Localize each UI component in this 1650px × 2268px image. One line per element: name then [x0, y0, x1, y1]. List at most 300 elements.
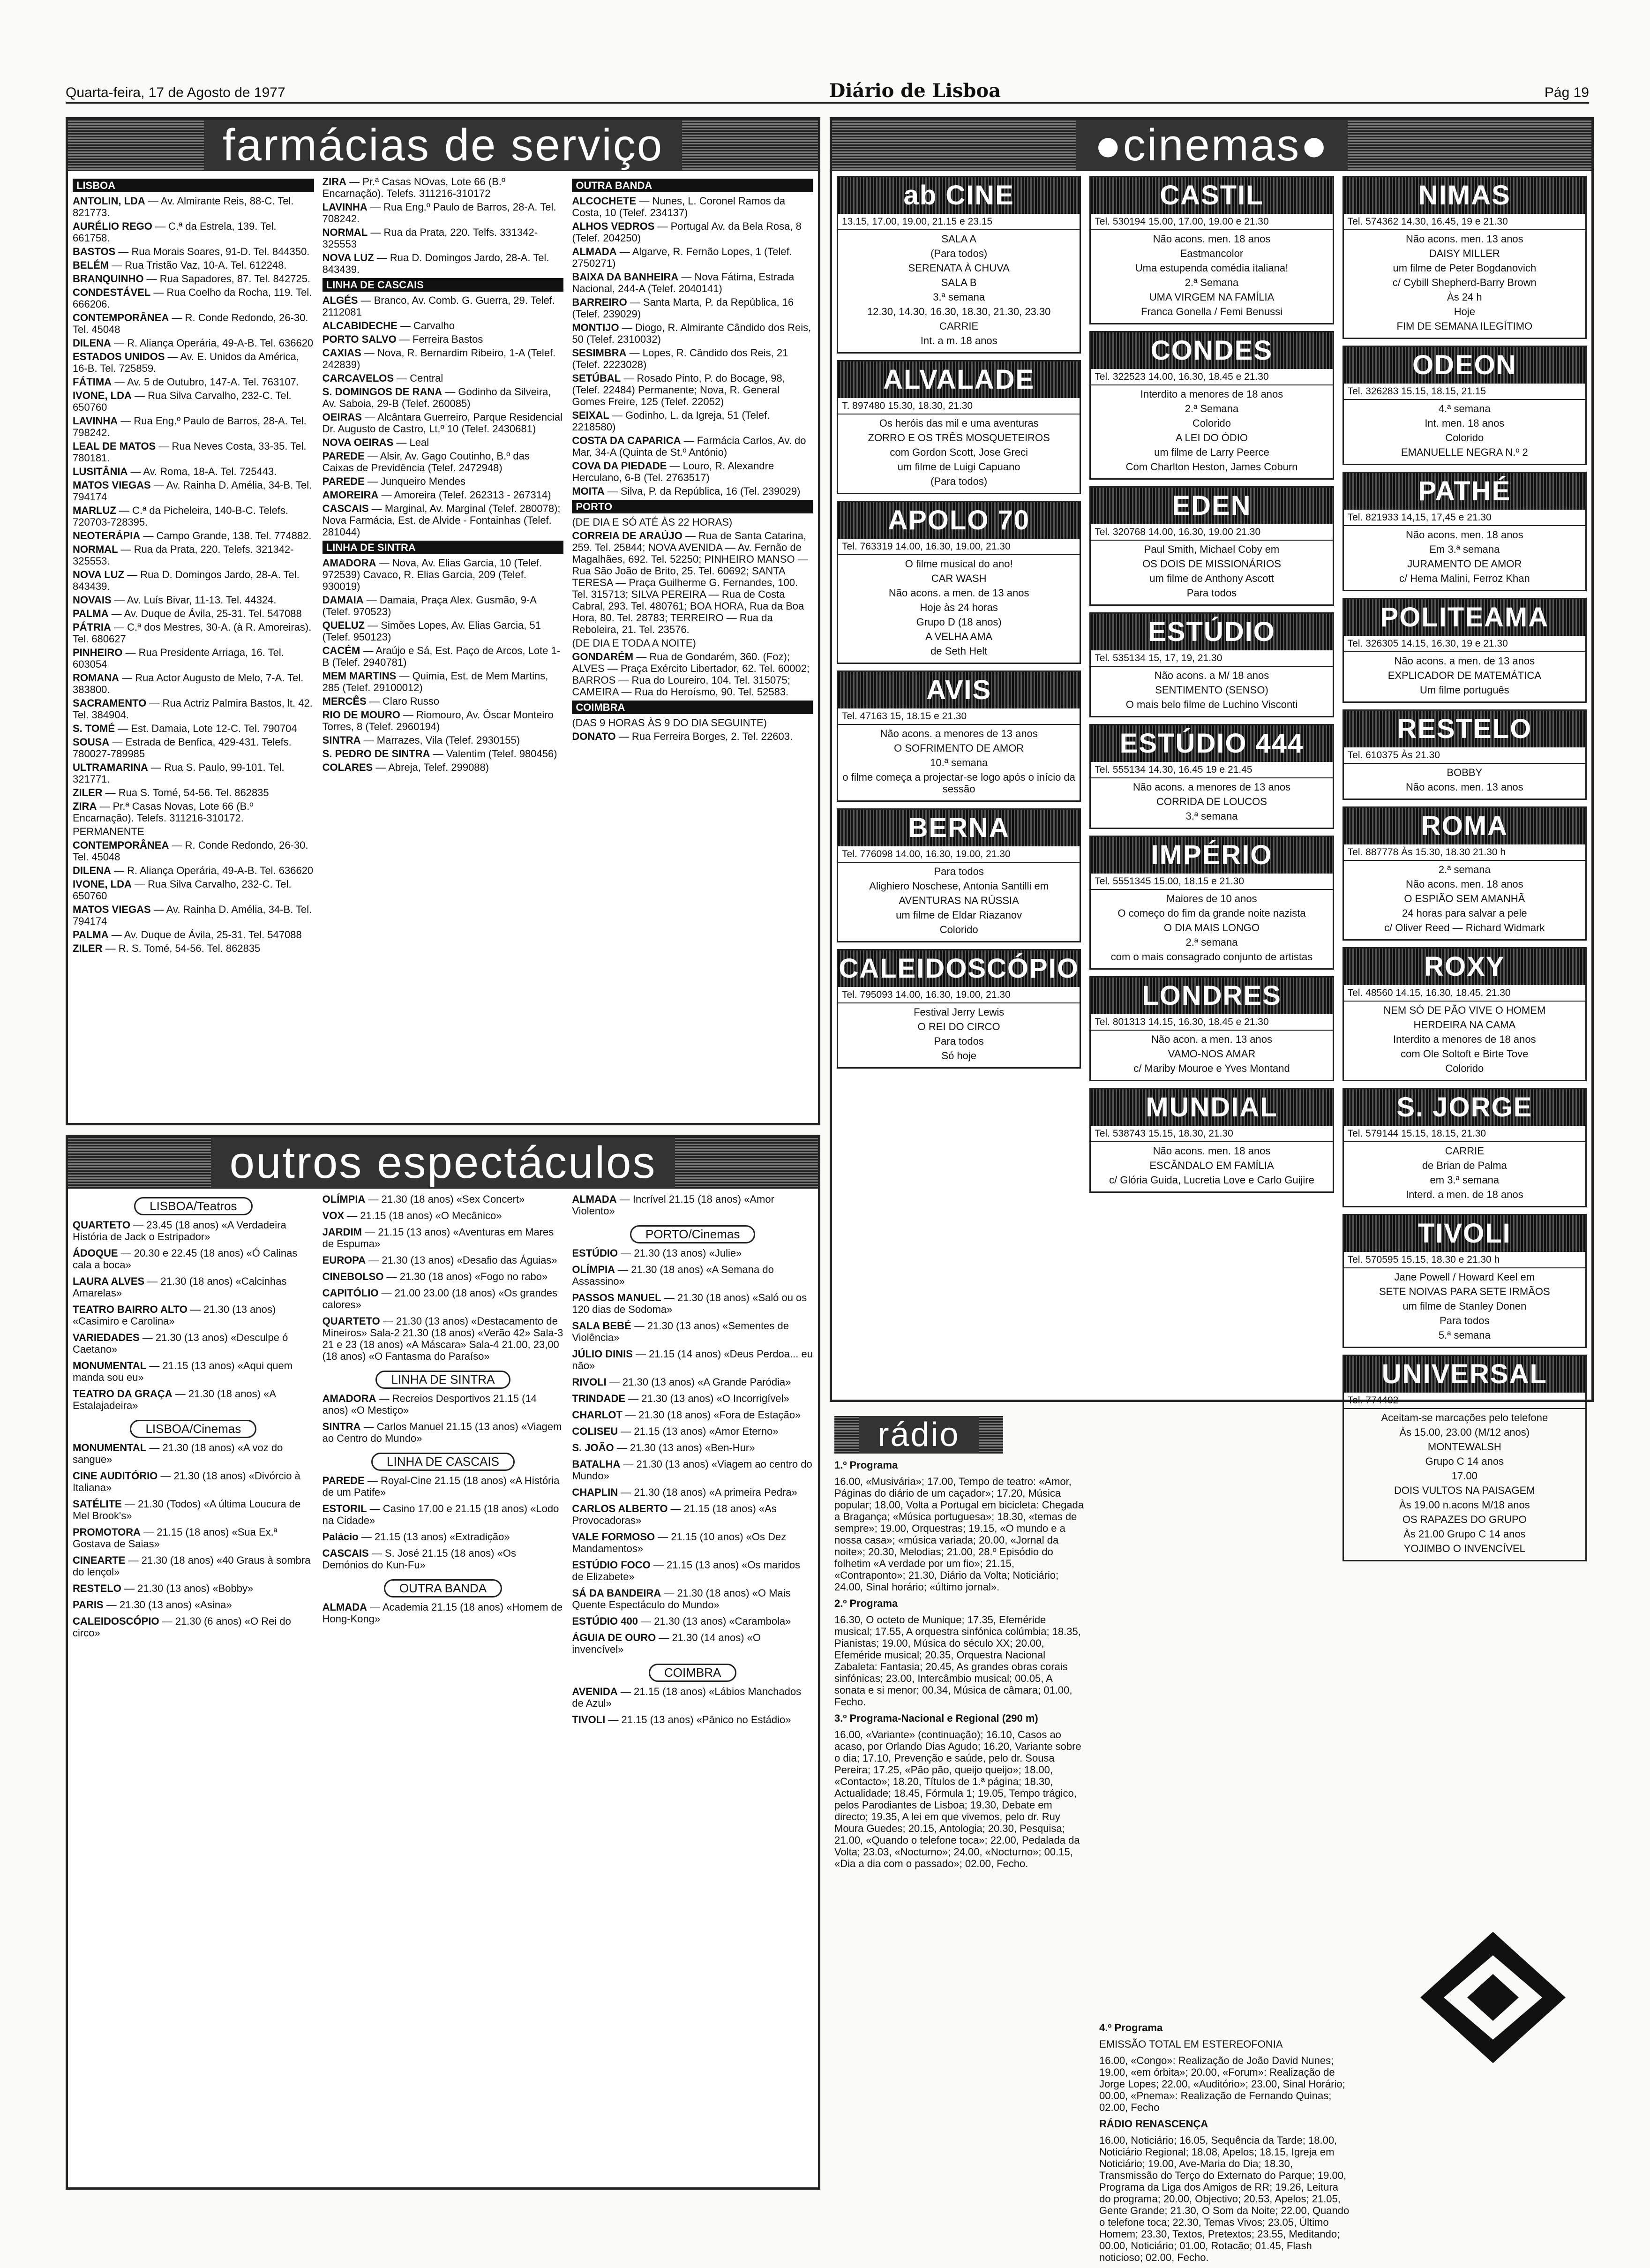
- outros-entry: [572, 1531, 813, 1554]
- farmacia-entry-sep: —: [400, 709, 417, 721]
- outros-entry-name: VOX: [322, 1210, 345, 1221]
- farmacia-entry-name: BASTOS: [73, 246, 116, 257]
- farmacia-entry-name: COSTA DA CAPARICA: [572, 435, 681, 446]
- outros-entry: [572, 1587, 813, 1611]
- cinema-info-line: Não acons. a menores de 13 anos: [880, 728, 1038, 739]
- farmacia-entry: [73, 942, 314, 954]
- outros-entry-sep: —: [146, 1360, 163, 1371]
- outros-entry-detail: 21.15 (18 anos) «Sua Ex.ª Gostava de Saias»: [73, 1526, 278, 1550]
- cinema-info-line: O começo do fim da grande noite nazista: [1118, 907, 1306, 919]
- outros-entry: [572, 1442, 813, 1454]
- farmacia-entry: [73, 839, 314, 863]
- cinema-info-line: em 3.ª semana: [1430, 1174, 1500, 1186]
- farmacia-entry-sep: —: [397, 320, 414, 332]
- outros-entry: [322, 1287, 564, 1311]
- outros-entry: [322, 1271, 564, 1282]
- farmacia-entry-name: LUSITÂNIA: [73, 466, 128, 477]
- farmacia-entry-detail: Pr.ª Casas Novas, Lote 66 (B.º Encarnação). Telefs. 311216-310172.: [73, 800, 254, 824]
- outros-entry-name: SINTRA: [322, 1421, 361, 1432]
- outros-entry-sep: —: [187, 1304, 204, 1315]
- cinema-name: ODEON: [1344, 347, 1585, 384]
- outros-entry-detail: 21.30 (18 anos) «Sex Concert»: [381, 1193, 525, 1205]
- farmacia-section-heading: PORTO: [572, 500, 813, 513]
- farmacia-entry-name: ANTOLIN, LDA: [73, 195, 145, 207]
- cinema-phone-times: Tel. 5551345 15.00, 18.15 e 21.30: [1091, 874, 1332, 890]
- farmacia-section-heading: COIMBRA: [572, 701, 813, 714]
- outros-entry-name: CHAPLIN: [572, 1486, 618, 1498]
- farmacia-entry-sep: —: [682, 530, 699, 542]
- outros-entry-name: PROMOTORA: [73, 1526, 141, 1538]
- farmacia-entry-detail: Silva, P. da República, 16 (Tel. 239029): [620, 485, 801, 497]
- outros-entry-detail: 21.30 (14 anos) «O invencível»: [572, 1632, 761, 1655]
- farmacia-entry: [572, 530, 813, 635]
- farmacia-entry: [73, 723, 314, 734]
- outros-panel: [66, 1135, 820, 2190]
- cinema-info-line: um filme de Luigi Capuano: [897, 461, 1020, 473]
- cinema-info-line: BOBBY: [1447, 767, 1483, 778]
- farmacia-entry-detail: Quimia, Est. de Mem Martins, 285 (Telef. 29100012): [322, 670, 548, 693]
- outros-entry: [73, 1498, 314, 1522]
- farmacia-entry-detail: Ferreira Bastos: [412, 333, 483, 345]
- outros-entry: [322, 1601, 564, 1625]
- outros-entry-sep: —: [383, 1271, 400, 1282]
- cinema-info-line: de Brian de Palma: [1422, 1160, 1507, 1171]
- cinema-name: ESTÚDIO 444: [1091, 725, 1332, 762]
- farmacia-note: (DE DIA E SÓ ATÉ ÀS 22 HORAS): [572, 516, 733, 528]
- farmacia-entry-name: MEM MARTINS: [322, 670, 397, 682]
- outros-label-wrap: [322, 1449, 564, 1475]
- farmacia-entry-detail: Av. Duque de Ávila, 25-31. Tel. 547088: [124, 929, 302, 941]
- farmacia-entry: [73, 865, 314, 876]
- farmacia-entry-sep: —: [109, 736, 126, 748]
- farmacia-entry-sep: —: [378, 489, 394, 501]
- farmacia-entry-name: IVONE, LDA: [73, 390, 132, 401]
- radio-p1: 16.00, «Musivária»; 17.00, Tempo de teatro: «Amor, Páginas do diário de um caçador»; 17.20, Música popular; 18.00, Volta a Portugal em bicicleta: Chegada a Bragança; «Música portuguesa»; 18.30, «temas de sempre»; 19.00, Orquestras; 19.15, «O mundo e a nossa casa»; «música variada; 20.00, «Jornal da noite»; 20.30, Melodias; 21.00, 28.º Episódio do folhetim «A verdade por um fio»; 21.15, «Contraponto»; 21.30, Diário da Volta; Noticiário; 24.00, Sinal horário; «último jornal».: [834, 1476, 1084, 1593]
- outros-entry-name: PARIS: [73, 1599, 104, 1611]
- cinema-info-line: ZORRO E OS TRÊS MOSQUETEIROS: [868, 432, 1050, 444]
- cinema-name: ROMA: [1344, 808, 1585, 844]
- cinema-info-line: O DIA MAIS LONGO: [1163, 922, 1260, 934]
- farmacia-entry: [73, 259, 314, 271]
- outros-entry-name: AMADORA: [322, 1393, 376, 1404]
- farmacia-entry-detail: C.ª da Estrela, 139. Tel. 661758.: [73, 220, 277, 244]
- farmacia-entry-sep: —: [368, 503, 385, 514]
- issue-date: Quarta-feira, 17 de Agosto de 1977: [66, 85, 285, 100]
- farmacia-entry: [322, 594, 564, 618]
- outros-entry-sep: —: [139, 1332, 156, 1343]
- outros-entry-detail: 21.30 (13 anos) «Sementes de Violência»: [572, 1320, 789, 1343]
- outros-entry-sep: —: [618, 1425, 634, 1437]
- cinema-name: MUNDIAL: [1091, 1089, 1332, 1126]
- farmacia-entry-sep: —: [111, 337, 128, 349]
- farmacia-entry-name: MATOS VIEGAS: [73, 479, 151, 491]
- cinema-info-line: A LEI DO ÓDIO: [1175, 432, 1248, 444]
- farmacia-entry-name: CASCAIS: [322, 503, 369, 514]
- farmacia-entry-detail: Marrazes, Vila (Telef. 2930155): [376, 734, 520, 746]
- farmacia-note: (DAS 9 HORAS ÀS 9 DO DIA SEGUINTE): [572, 717, 767, 729]
- cinema-info-line: 2.ª Semana: [1185, 277, 1239, 288]
- farmacia-entry-name: DILENA: [73, 865, 111, 876]
- farmacia-entry-sep: —: [393, 437, 410, 448]
- farmacia-entry: [73, 621, 314, 645]
- farmacia-entry-sep: —: [374, 252, 390, 264]
- farmacia-entry-detail: Rua Neves Costa, 33-35. Tel. 780181.: [73, 440, 307, 464]
- farmacia-entry-name: LAVINHA: [73, 415, 118, 427]
- outros-entry-detail: Academia 21.15 (18 anos) «Homem de Hong-Kong»: [322, 1601, 563, 1625]
- farmacia-entry-name: SACRAMENTO: [73, 697, 147, 709]
- cinema-info-line: CORRIDA DE LOUCOS: [1156, 796, 1267, 807]
- farmacia-entry-detail: Av. Duque de Ávila, 25-31. Tel. 547088: [124, 608, 302, 619]
- cinema-info-line: Interdito a menores de 18 anos: [1140, 388, 1283, 400]
- outros-col-3: [572, 1193, 813, 1730]
- cinema-name: S. JORGE: [1344, 1089, 1585, 1126]
- outros-entry-sep: —: [103, 1599, 120, 1611]
- farmacia-entry-name: ZILER: [73, 787, 103, 799]
- outros-entry-name: QUARTETO: [322, 1315, 380, 1327]
- cinema-info-line: c/ Oliver Reed — Richard Widmark: [1384, 922, 1545, 934]
- cinema-info-line: Colorido: [1445, 1062, 1484, 1074]
- cinema-info-line: Não acons. a menores de 13 anos: [1132, 781, 1291, 793]
- farmacia-entry-sep: —: [156, 440, 172, 452]
- farmacia-entry-name: CARCAVELOS: [322, 372, 394, 384]
- outros-entry-detail: Casino 17.00 e 21.15 (18 anos) «Lodo na Cidade»: [322, 1503, 559, 1526]
- outros-entry: [572, 1714, 813, 1725]
- farmacia-entry-sep: —: [143, 273, 160, 285]
- outros-entry-detail: 21.30 (6 anos) «O Rei do circo»: [73, 1615, 291, 1639]
- outros-entry-sep: —: [344, 1210, 360, 1221]
- cinema-name: TIVOLI: [1344, 1215, 1585, 1252]
- outros-entry: [572, 1393, 813, 1404]
- cinema-info-line: Às 15.00, 23.00 (M/12 anos): [1399, 1426, 1530, 1438]
- farmacia-entry-name: ALHOS VEDROS: [572, 220, 655, 232]
- farmacia-entry-name: NOVA LUZ: [73, 569, 124, 580]
- cinema-info-line: Às 21.00 Grupo C 14 anos: [1403, 1528, 1526, 1540]
- cinema-info-line: (Para todos): [930, 475, 988, 487]
- cinema-info-line: Grupo D (18 anos): [916, 616, 1002, 628]
- farmacia-entry-name: MOITA: [572, 485, 605, 497]
- farmacia-entry-detail: Algarve, R. Fernão Lopes, 1 (Telef. 2750271): [572, 246, 792, 269]
- outros-entry-name: CHARLOT: [572, 1409, 622, 1421]
- cinema-phone-times: Tel. 574362 14.30, 16.45, 19 e 21.30: [1344, 214, 1585, 230]
- farmacia-entry-name: AMADORA: [322, 557, 376, 569]
- farmacia-entry-name: NOVA OEIRAS: [322, 437, 394, 448]
- outros-entry: [572, 1559, 813, 1582]
- farmacia-entry-name: NORMAL: [73, 543, 118, 555]
- farmacia-entry-detail: Rua Silva Carvalho, 232-C. Tel. 650760: [73, 390, 292, 413]
- cinema-phone-times: Tel. 538743 15.15, 18.30, 21.30: [1091, 1126, 1332, 1142]
- outros-entry-detail: 23.45 (18 anos) «A Verdadeira História de Jack o Estripador»: [73, 1219, 286, 1243]
- farmacia-entry-detail: Nova, Av. Elias Garcia, 10 (Telef. 972539) Cavaco, R. Elias Garcia, 209 (Telef. 930019): [322, 557, 542, 592]
- farmacia-entry: [572, 409, 813, 433]
- outros-entry: [73, 1526, 314, 1550]
- cinema-name: UNIVERSAL: [1344, 1356, 1585, 1393]
- outros-entry-detail: 21.30 (13 anos) «Desafio das Águias»: [382, 1254, 557, 1266]
- cinema-info-line: 2.ª Semana: [1185, 403, 1239, 414]
- farmacia-entry-detail: R. Conde Redondo, 26-30. Tel. 45048: [73, 312, 308, 335]
- cinema-info-line: SENTIMENTO (SENSO): [1155, 684, 1268, 696]
- cinemas-col-1: [837, 176, 1081, 1568]
- farmacia-entry: [73, 647, 314, 670]
- outros-entry-sep: —: [130, 1219, 147, 1231]
- outros-section-label: PORTO/Cinemas: [630, 1225, 755, 1243]
- farmacia-entry: [322, 670, 564, 693]
- farmacia-entry: [73, 761, 314, 785]
- farmacia-entry-detail: Diogo, R. Almirante Cândido dos Reis, 50 (Telef. 2310032): [572, 322, 811, 345]
- cinema-info-line: um filme de Stanley Donen: [1402, 1300, 1527, 1312]
- farmacia-entry-name: BRANQUINHO: [73, 273, 144, 285]
- cinema-info-line: A VELHA AMA: [925, 631, 993, 642]
- cinema-info-line: Interd. a men. de 18 anos: [1405, 1189, 1523, 1200]
- outros-entry-sep: —: [158, 1470, 174, 1482]
- farmacia-entry: [73, 415, 314, 438]
- farmacia-entry-sep: —: [654, 220, 671, 232]
- outros-entry-name: CALEIDOSCÓPIO: [73, 1615, 159, 1627]
- farmacia-entry: [572, 296, 813, 320]
- farmacia-entry-detail: Valentim (Telef. 980456): [446, 748, 557, 760]
- outros-entry-detail: 21.30 (18 anos) «Divórcio à Italiana»: [73, 1470, 300, 1493]
- outros-section-label: COIMBRA: [649, 1664, 736, 1682]
- farmacia-section-heading: LINHA DE SINTRA: [322, 541, 564, 554]
- cinema-info-line: SALA A: [941, 233, 976, 245]
- farmacia-entry-detail: Central: [410, 372, 443, 384]
- farmacia-entry-sep: —: [396, 670, 412, 682]
- farmacia-entry: [322, 372, 564, 384]
- cinema-info-line: Colorido: [1192, 417, 1231, 429]
- outros-entry-sep: —: [616, 1193, 633, 1205]
- farmacia-entry-sep: —: [150, 479, 166, 491]
- farmacia-entry: [322, 695, 564, 707]
- farmacia-entry-sep: —: [678, 271, 695, 283]
- farmacia-entry-sep: —: [626, 347, 643, 359]
- outros-entry-detail: 21.15 (18 anos) «As Provocadoras»: [572, 1503, 777, 1526]
- outros-entry-detail: 21.30 (13 anos) «Desculpe ó Caetano»: [73, 1332, 288, 1355]
- outros-entry-detail: 21.15 (18 anos) «O Mecânico»: [360, 1210, 502, 1221]
- radio-p4-title: EMISSÃO TOTAL EM ESTEREOFONIA: [1099, 2038, 1283, 2050]
- farmacia-entry: [73, 273, 314, 285]
- farmacia-entry: [322, 489, 564, 501]
- cinema-info-line: O SOFRIMENTO DE AMOR: [894, 742, 1024, 754]
- outros-entry: [73, 1247, 314, 1271]
- farmacia-entry-name: NEOTERÁPIA: [73, 530, 141, 542]
- farmacia-entry-detail: Rua Silva Carvalho, 232-C. Tel. 650760: [73, 878, 292, 902]
- farmacia-entry-sep: —: [102, 942, 119, 954]
- outros-entry: [572, 1376, 813, 1388]
- cinema-info-line: Para todos: [934, 1035, 984, 1047]
- farmacia-entry-sep: —: [365, 619, 381, 631]
- farmacia-entry: [73, 312, 314, 335]
- outros-entry-sep: —: [366, 1254, 382, 1266]
- farmacias-col-2: [322, 176, 564, 956]
- farmacia-entry-detail: Av. Rainha D. Amélia, 34-B. Tel. 794174: [73, 904, 312, 927]
- cinema-phone-times: 13.15, 17.00, 19.00, 21.15 e 23.15: [838, 214, 1080, 230]
- farmacia-entry-sep: —: [116, 505, 133, 516]
- farmacia-entry-sep: —: [119, 672, 135, 684]
- farmacia-entry-sep: —: [148, 761, 165, 773]
- outros-entry-name: ESTÚDIO: [572, 1247, 618, 1259]
- outros-col-1: [73, 1193, 314, 1730]
- cinema-name: ESTÚDIO: [1091, 614, 1332, 650]
- farmacia-entry-detail: Louro, R. Alexandre Herculano, 6-B (Tel. 2763517): [572, 460, 774, 483]
- cinema-info-line: AVENTURAS NA RÚSSIA: [899, 895, 1019, 906]
- cinema-name: CONDES: [1091, 332, 1332, 369]
- cinema-listing: [1089, 836, 1334, 970]
- cinema-listing: [837, 671, 1081, 802]
- farmacia-entry-detail: Santa Marta, P. da República, 16 (Telef. 239029): [572, 296, 794, 320]
- farmacia-entry-sep: —: [111, 594, 127, 606]
- outros-entry: [73, 1219, 314, 1243]
- outros-entry-sep: —: [615, 1264, 631, 1275]
- farmacia-entry: [322, 503, 564, 538]
- cinema-listing: [1089, 331, 1334, 480]
- cinema-listing: [837, 176, 1081, 354]
- farmacia-entry-detail: R. S. Tomé, 54-56. Tel. 862835: [118, 942, 261, 954]
- cinema-info-line: c/ Mariby Mouroe e Yves Montand: [1133, 1062, 1290, 1074]
- outros-entry-sep: —: [368, 1547, 385, 1559]
- farmacia-entry-sep: —: [363, 594, 380, 606]
- farmacia-entry: [322, 450, 564, 474]
- cinema-info-line: DOIS VULTOS NA PAISAGEM: [1394, 1484, 1535, 1496]
- outros-entry-detail: 21.30 (13 anos) «O Incorrigível»: [641, 1393, 789, 1404]
- farmacia-entry-name: MARLUZ: [73, 505, 116, 516]
- farmacias-banner: [68, 120, 818, 171]
- cinema-info-line: JURAMENTO DE AMOR: [1407, 558, 1522, 570]
- farmacia-entry: [73, 466, 314, 477]
- cinema-info-line: Jane Powell / Howard Keel em: [1394, 1271, 1535, 1283]
- outros-entry-detail: 21.15 (13 anos) «Extradição»: [374, 1531, 510, 1543]
- cinema-name: NIMAS: [1344, 177, 1585, 214]
- cinema-info-line: Franca Gonella / Femi Benussi: [1140, 306, 1282, 317]
- cinema-info-line: 12.30, 14.30, 16.30, 18.30, 21.30, 23.30: [867, 306, 1051, 317]
- outros-entry: [572, 1632, 813, 1655]
- farmacia-entry: [322, 333, 564, 345]
- outros-entry-sep: —: [625, 1393, 642, 1404]
- outros-col-2: [322, 1193, 564, 1730]
- outros-entry-detail: 21.30 (18 anos) «O Mais Quente Espectáculo do Mundo»: [572, 1587, 791, 1611]
- cinema-listing: [1089, 486, 1334, 606]
- cinema-info-line: Maiores de 10 anos: [1166, 893, 1257, 904]
- cinema-name: PATHÉ: [1344, 473, 1585, 510]
- farmacia-entry: [322, 557, 564, 592]
- farmacia-entry: [322, 734, 564, 746]
- outros-entry-name: VALE FORMOSO: [572, 1531, 655, 1543]
- cinema-info-line: Int. men. 18 anos: [1425, 417, 1505, 429]
- farmacia-entry-detail: Alsir, Av. Gago Coutinho, B.º das Caixas de Previdência (Telef. 2472948): [322, 450, 530, 474]
- outros-entry-name: ÁDOQUE: [73, 1247, 118, 1259]
- radio-rr-heading: RÁDIO RENASCENÇA: [1099, 2118, 1208, 2130]
- farmacia-entry: [73, 390, 314, 413]
- cinema-name: BERNA: [838, 810, 1080, 846]
- cinema-name: APOLO 70: [838, 502, 1080, 539]
- outros-entry-name: RIVOLI: [572, 1376, 607, 1388]
- farmacia-entry-sep: —: [621, 372, 637, 384]
- farmacia-entry: [322, 619, 564, 643]
- cinema-info-line: com o mais consagrado conjunto de artistas: [1110, 951, 1313, 963]
- cinema-info-line: O REI DO CIRCO: [917, 1021, 1000, 1032]
- radio-p4-heading: 4.º Programa: [1099, 2022, 1163, 2034]
- farmacia-entry: [322, 201, 564, 225]
- outros-entry-name: TIVOLI: [572, 1714, 606, 1725]
- outros-entry-detail: 21.30 (18 anos) «A Semana do Assassino»: [572, 1264, 774, 1287]
- cinema-info-line: 4.ª semana: [1438, 403, 1491, 414]
- outros-entry-detail: 21.30 (18 anos) «40 Graus à sombra do lençol»: [73, 1554, 311, 1578]
- cinema-name: RESTELO: [1344, 711, 1585, 747]
- cinema-info-line: Eastmancolor: [1180, 248, 1244, 259]
- farmacia-entry-detail: Godinho da Silveira, Av. Saboia, 29-B (Telef. 260085): [322, 386, 551, 409]
- farmacia-entry-detail: Av. Luís Bivar, 11-13. Tel. 44324.: [127, 594, 277, 606]
- outros-entry-name: COLISEU: [572, 1425, 618, 1437]
- farmacia-entry: [73, 220, 314, 244]
- outros-entry-detail: 21.15 (13 anos) «Pânico no Estádio»: [621, 1714, 791, 1725]
- outros-entry-sep: —: [631, 1320, 647, 1332]
- outros-label-wrap: [572, 1660, 813, 1686]
- cinema-info-line: 2.ª semana: [1438, 864, 1491, 875]
- outros-entry-detail: S. José 21.15 (18 anos) «Os Demónios do Kun-Fu»: [322, 1547, 516, 1571]
- farmacia-entry-sep: —: [373, 761, 389, 773]
- farmacia-section-heading: OUTRA BANDA: [572, 179, 813, 192]
- farmacia-entry: [322, 437, 564, 448]
- outros-entry-name: ESTÚDIO FOCO: [572, 1559, 651, 1571]
- outros-entry-sep: —: [365, 1193, 382, 1205]
- farmacia-entry-name: AURÉLIO REGO: [73, 220, 152, 232]
- outros-entry: [572, 1615, 813, 1627]
- farmacia-entry-detail: Av. Almirante Reis, 88-C. Tel. 821773.: [73, 195, 294, 219]
- farmacia-entry: [73, 376, 314, 388]
- cinema-info-line: o filme começa a projectar-se logo após o início da sessão: [842, 771, 1075, 795]
- farmacia-entry-name: PÁTRIA: [73, 621, 111, 633]
- farmacia-entry: [322, 176, 564, 199]
- outros-entry-detail: 21.30 (13 anos) «Julie»: [634, 1247, 742, 1259]
- outros-entry-detail: 21.30 (18 anos) «A voz do sangue»: [73, 1442, 283, 1465]
- farmacia-entry-sep: —: [681, 435, 697, 446]
- outros-entry-sep: —: [650, 1559, 667, 1571]
- farmacia-entry: [322, 761, 564, 773]
- farmacia-entry-detail: Rua Tristão Vaz, 10-A. Tel. 612248.: [125, 259, 287, 271]
- outros-entry-sep: —: [620, 1458, 637, 1470]
- farmacia-entry-name: ZIRA: [322, 176, 346, 188]
- outros-entry-name: CASCAIS: [322, 1547, 369, 1559]
- radio-p2-heading: 2.º Programa: [834, 1597, 898, 1609]
- farmacia-entry: [73, 736, 314, 760]
- farmacia-entry-name: DILENA: [73, 337, 111, 349]
- farmacia-entry: [572, 485, 813, 497]
- farmacia-entry-sep: —: [376, 557, 392, 569]
- outros-entry-sep: —: [367, 1503, 383, 1515]
- cinema-info-line: Com Charlton Heston, James Coburn: [1125, 461, 1298, 473]
- cinema-info-line: 24 horas para salvar a pele: [1402, 907, 1527, 919]
- farmacia-entry-sep: —: [430, 748, 446, 760]
- farmacia-entry-detail: Farmácia Carlos, Av. do Mar, 34-A (Quinta de St.º António): [572, 435, 806, 458]
- farmacia-entry-sep: —: [128, 466, 143, 477]
- outros-entry-detail: 21.30 (18 anos) «Saló ou os 120 dias de Sodoma»: [572, 1292, 807, 1315]
- farmacia-entry: [73, 787, 314, 799]
- farmacia-entry-detail: R. Aliança Operária, 49-A-B. Tel. 636620: [127, 337, 314, 349]
- farmacia-entry: [572, 435, 813, 458]
- outros-entry: [572, 1264, 813, 1287]
- farmacia-entry-sep: —: [367, 201, 384, 213]
- cinema-name: CASTIL: [1091, 177, 1332, 214]
- farmacia-entry: [73, 530, 314, 542]
- farmacia-entry: [73, 543, 314, 567]
- outros-entry: [572, 1292, 813, 1315]
- farmacia-entry-detail: Av. 5 de Outubro, 147-A. Tel. 763107.: [127, 376, 300, 388]
- outros-entry: [322, 1315, 564, 1362]
- farmacia-entry-sep: —: [619, 322, 635, 333]
- cinema-info-line: Uma estupenda comédia italiana!: [1135, 262, 1289, 274]
- farmacia-entry-sep: —: [150, 286, 167, 298]
- farmacia-entry-sep: —: [627, 296, 643, 308]
- outros-entry-sep: —: [364, 1475, 381, 1486]
- radio-p2: 16.30, O octeto de Munique; 17.35, Efeméride musical; 17.55, A orquestra sinfónica colúmbia; 18.35, Pianistas; 19.00, Música do século XX; 20.00, Efeméride musical; 20.35, Orquestra Nacional Zabaleta: Fantasia; 20.45, As grandes obras corais sinfónicas; 23.00, Intercâmbio musical; 00.05, A sonata e si menor; 00.34, Música de câmara; 01.00, Fecho.: [834, 1614, 1081, 1708]
